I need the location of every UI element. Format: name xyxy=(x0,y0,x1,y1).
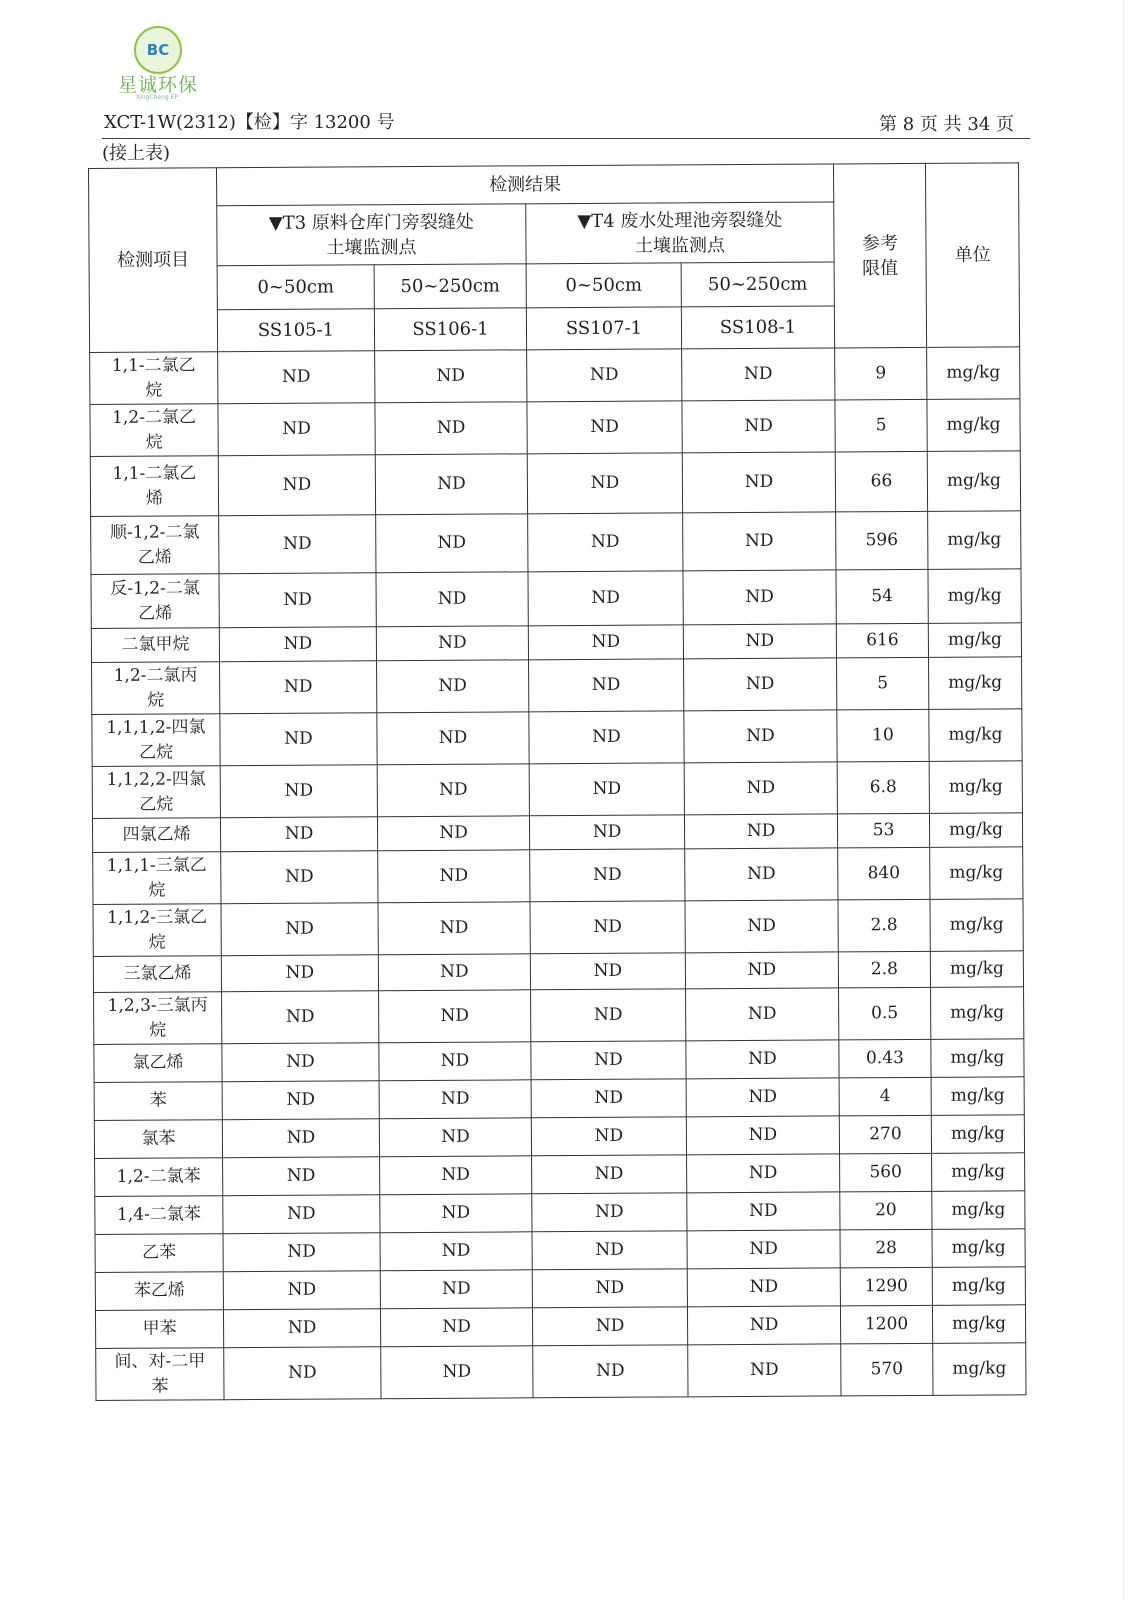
table-row xyxy=(96,1343,1026,1401)
value-cell: ND xyxy=(376,626,528,661)
value-cell: ND xyxy=(533,1345,688,1398)
value-cell: ND xyxy=(528,513,683,572)
limit-cell: 5 xyxy=(835,399,927,452)
unit-cell: mg/kg xyxy=(932,1305,1025,1344)
logo-text: 星诚环保 xyxy=(118,74,199,96)
unit-cell: mg/kg xyxy=(932,1267,1025,1306)
results-table xyxy=(88,162,1027,1401)
margin-mark xyxy=(1123,0,1124,1600)
value-cell: ND xyxy=(527,401,682,454)
value-cell: ND xyxy=(375,350,527,403)
limit-cell: 28 xyxy=(840,1229,932,1268)
header-limit-line: 限值 xyxy=(862,257,899,279)
value-cell: ND xyxy=(528,625,683,660)
value-cell: ND xyxy=(219,627,376,662)
item-cell xyxy=(91,628,219,663)
value-cell: ND xyxy=(687,1230,840,1269)
value-cell: ND xyxy=(532,1307,687,1346)
value-cell: ND xyxy=(532,1269,687,1308)
value-cell: ND xyxy=(529,763,684,816)
value-cell: ND xyxy=(531,1117,686,1156)
header-unit: 单位 xyxy=(925,163,1019,348)
value-cell: ND xyxy=(529,659,684,712)
item-cell xyxy=(91,574,219,629)
item-cell xyxy=(92,766,220,819)
value-cell: ND xyxy=(682,400,835,453)
value-cell: ND xyxy=(380,1156,532,1195)
item-line: 烯 xyxy=(145,488,164,509)
item-cell xyxy=(95,1310,223,1349)
item-line: 烷 xyxy=(145,432,163,453)
value-cell: ND xyxy=(529,711,684,764)
table-row xyxy=(93,951,1023,993)
value-cell: ND xyxy=(686,1116,839,1155)
item-line: 1,1,2-三氯乙 xyxy=(107,906,208,928)
value-cell: ND xyxy=(375,454,527,515)
limit-cell: 0.43 xyxy=(839,1039,931,1078)
limit-cell: 2.8 xyxy=(838,899,930,952)
limit-cell: 9 xyxy=(835,347,927,400)
item-line: 1,1,1,2-四氯 xyxy=(106,716,206,738)
unit-cell: mg/kg xyxy=(931,1115,1024,1154)
item-cell xyxy=(95,1158,223,1197)
value-cell: ND xyxy=(376,572,528,627)
table-row xyxy=(93,847,1023,905)
table-row xyxy=(95,1191,1025,1235)
unit-cell: mg/kg xyxy=(929,813,1022,848)
table-row xyxy=(94,1077,1024,1121)
unit-cell: mg/kg xyxy=(930,847,1023,900)
unit-cell: mg/kg xyxy=(932,1191,1025,1230)
item-line: 苯 xyxy=(149,1090,167,1111)
value-cell: ND xyxy=(376,514,528,573)
depth-cell: 0~50cm xyxy=(526,263,681,308)
value-cell: ND xyxy=(377,712,529,765)
item-line: 乙烯 xyxy=(138,602,173,624)
value-cell: ND xyxy=(380,1308,532,1347)
value-cell: ND xyxy=(219,573,376,628)
item-line: 烷 xyxy=(149,1020,167,1041)
company-logo xyxy=(116,26,206,102)
value-cell: ND xyxy=(684,814,837,849)
value-cell: ND xyxy=(223,1233,380,1272)
value-cell: ND xyxy=(686,1040,839,1079)
value-cell: ND xyxy=(218,455,375,516)
table-row xyxy=(95,1305,1025,1349)
value-cell: ND xyxy=(687,1268,840,1307)
unit-cell: mg/kg xyxy=(931,1039,1024,1078)
value-cell: ND xyxy=(380,1270,532,1309)
value-cell: ND xyxy=(379,990,531,1043)
table-row xyxy=(92,813,1022,853)
limit-cell: 53 xyxy=(837,813,929,848)
unit-cell: mg/kg xyxy=(929,657,1022,710)
value-cell: ND xyxy=(218,403,375,456)
value-cell: ND xyxy=(377,764,529,817)
item-cell xyxy=(95,1234,223,1273)
value-cell: ND xyxy=(222,1081,379,1120)
value-cell: ND xyxy=(683,624,836,659)
limit-cell: 54 xyxy=(836,569,928,624)
item-line: 1,2-二氯乙 xyxy=(112,406,196,428)
table-row xyxy=(91,511,1021,575)
value-cell: ND xyxy=(686,1078,839,1117)
unit-cell: mg/kg xyxy=(927,451,1020,512)
item-cell xyxy=(95,1196,223,1235)
value-cell: ND xyxy=(377,660,529,713)
item-line: 烷 xyxy=(147,690,165,711)
table-row xyxy=(91,569,1021,629)
value-cell: ND xyxy=(682,452,835,513)
header-limit xyxy=(833,163,926,348)
table-row xyxy=(94,1039,1024,1083)
item-line: 烷 xyxy=(145,380,163,401)
unit-cell: mg/kg xyxy=(927,399,1020,452)
results-body xyxy=(90,347,1026,1401)
item-line: 1,2,3-三氯丙 xyxy=(107,994,208,1016)
limit-cell: 560 xyxy=(840,1153,932,1192)
value-cell: ND xyxy=(378,902,530,955)
item-cell xyxy=(96,1348,224,1401)
item-cell xyxy=(91,516,219,575)
unit-cell: mg/kg xyxy=(928,511,1021,570)
item-cell xyxy=(94,1044,222,1083)
value-cell: ND xyxy=(531,1041,686,1080)
continued-label: (接上表) xyxy=(102,143,171,164)
value-cell: ND xyxy=(218,351,375,404)
page-info: 第 8 页 共 34 页 xyxy=(879,114,1014,135)
limit-cell: 2.8 xyxy=(838,951,930,988)
limit-cell: 20 xyxy=(840,1191,932,1230)
unit-cell: mg/kg xyxy=(927,347,1020,400)
unit-cell: mg/kg xyxy=(929,709,1022,762)
value-cell: ND xyxy=(532,1155,687,1194)
value-cell: ND xyxy=(530,849,685,902)
item-cell xyxy=(93,904,221,957)
value-cell: ND xyxy=(531,989,686,1042)
limit-cell: 616 xyxy=(836,623,928,658)
item-cell xyxy=(95,1272,223,1311)
item-line: 1,1,2,2-四氯 xyxy=(106,768,206,790)
value-cell: ND xyxy=(379,1042,531,1081)
unit-cell: mg/kg xyxy=(932,1153,1025,1192)
header-site-t3 xyxy=(217,204,526,266)
value-cell: ND xyxy=(683,570,836,625)
value-cell: ND xyxy=(684,658,837,711)
limit-cell: 270 xyxy=(839,1115,931,1154)
unit-cell: mg/kg xyxy=(929,761,1022,814)
value-cell: ND xyxy=(379,1118,531,1157)
header-site-t4 xyxy=(526,202,834,264)
value-cell: ND xyxy=(685,952,838,989)
header-rule xyxy=(102,138,1030,139)
depth-cell: 50~250cm xyxy=(374,264,526,309)
item-line: 1,1,1-三氯乙 xyxy=(106,854,207,876)
value-cell: ND xyxy=(378,850,530,903)
limit-cell: 10 xyxy=(837,709,929,762)
table-row xyxy=(92,761,1022,819)
value-cell: ND xyxy=(380,1232,532,1271)
table-row xyxy=(95,1267,1025,1311)
value-cell: ND xyxy=(222,991,379,1044)
item-cell xyxy=(93,956,221,993)
value-cell: ND xyxy=(381,1346,533,1399)
item-line: 苯乙烯 xyxy=(133,1280,185,1301)
item-line: 乙烷 xyxy=(139,793,174,815)
item-line: 三氯乙烯 xyxy=(123,963,192,984)
item-line: 二氯甲烷 xyxy=(121,634,190,655)
value-cell: ND xyxy=(527,453,682,514)
item-line: 1,1-二氯乙 xyxy=(111,354,196,376)
item-line: 间、对-二甲 xyxy=(114,1350,206,1372)
value-cell: ND xyxy=(684,762,837,815)
table-row xyxy=(94,987,1024,1045)
item-line: 乙苯 xyxy=(142,1242,177,1263)
site-line: 土壤监测点 xyxy=(634,234,726,257)
value-cell: ND xyxy=(532,1193,687,1232)
item-line: 甲苯 xyxy=(142,1318,177,1339)
item-line: 氯乙烯 xyxy=(132,1052,184,1073)
site-line: ▼T4 废水处理池旁裂缝处 xyxy=(577,209,783,232)
table-row xyxy=(90,399,1020,457)
item-line: 顺-1,2-二氯 xyxy=(109,521,200,543)
value-cell: ND xyxy=(223,1157,380,1196)
sample-id-cell: SS107-1 xyxy=(526,307,681,350)
table-row xyxy=(92,709,1022,767)
value-cell: ND xyxy=(221,903,378,956)
table-row xyxy=(94,1115,1024,1159)
value-cell: ND xyxy=(682,348,835,401)
item-cell xyxy=(90,456,218,517)
unit-cell: mg/kg xyxy=(931,987,1024,1040)
limit-cell: 4 xyxy=(839,1077,931,1116)
item-cell xyxy=(94,1082,222,1121)
depth-cell: 0~50cm xyxy=(217,265,374,310)
value-cell: ND xyxy=(378,954,530,991)
value-cell: ND xyxy=(528,571,683,626)
sample-id-cell: SS108-1 xyxy=(681,306,834,349)
unit-cell: mg/kg xyxy=(928,569,1021,624)
value-cell: ND xyxy=(529,815,684,850)
value-cell: ND xyxy=(532,1231,687,1270)
value-cell: ND xyxy=(530,953,685,990)
value-cell: ND xyxy=(222,1043,379,1082)
item-cell xyxy=(93,852,221,905)
value-cell: ND xyxy=(688,1344,841,1397)
limit-cell: 570 xyxy=(841,1343,933,1396)
value-cell: ND xyxy=(377,816,529,851)
value-cell: ND xyxy=(530,901,685,954)
item-line: 1,4-二氯苯 xyxy=(116,1204,201,1225)
item-line: 四氯乙烯 xyxy=(122,824,191,845)
table-row xyxy=(91,623,1021,663)
value-cell: ND xyxy=(223,1309,380,1348)
value-cell: ND xyxy=(379,1080,531,1119)
value-cell: ND xyxy=(375,402,527,455)
unit-cell: mg/kg xyxy=(930,951,1023,988)
value-cell: ND xyxy=(685,900,838,953)
limit-cell: 0.5 xyxy=(839,987,931,1040)
limit-cell: 66 xyxy=(835,451,927,512)
item-line: 1,1-二氯乙 xyxy=(112,462,197,484)
site-line: 土壤监测点 xyxy=(326,236,417,259)
value-cell: ND xyxy=(380,1194,532,1233)
item-line: 1,2-二氯苯 xyxy=(116,1166,201,1187)
value-cell: ND xyxy=(220,817,377,852)
value-cell: ND xyxy=(687,1306,840,1345)
value-cell: ND xyxy=(220,765,377,818)
unit-cell: mg/kg xyxy=(933,1343,1026,1396)
value-cell: ND xyxy=(221,851,378,904)
value-cell: ND xyxy=(224,1347,381,1400)
header-item: 检测项目 xyxy=(89,168,218,353)
value-cell: ND xyxy=(531,1079,686,1118)
header-limit-line: 参考 xyxy=(861,232,899,254)
table-row xyxy=(93,899,1023,957)
value-cell: ND xyxy=(686,988,839,1041)
value-cell: ND xyxy=(223,1271,380,1310)
table-row xyxy=(90,451,1020,517)
item-line: 烷 xyxy=(148,880,166,901)
item-line: 苯 xyxy=(151,1376,169,1397)
table-row xyxy=(90,347,1020,405)
logo-subtext: XingCheng EP xyxy=(136,94,178,101)
report-number: XCT-1W(2312)【检】字 13200 号 xyxy=(104,112,395,133)
item-line: 氯苯 xyxy=(141,1128,176,1149)
header-results: 检测结果 xyxy=(217,164,834,206)
item-line: 1,2-二氯丙 xyxy=(113,664,198,686)
value-cell: ND xyxy=(683,512,836,571)
item-line: 乙烷 xyxy=(139,741,174,763)
unit-cell: mg/kg xyxy=(928,623,1021,658)
item-cell xyxy=(90,404,218,457)
item-line: 乙烯 xyxy=(137,546,172,568)
depth-cell: 50~250cm xyxy=(681,262,834,307)
limit-cell: 596 xyxy=(836,511,928,570)
item-cell xyxy=(92,714,220,767)
value-cell: ND xyxy=(685,848,838,901)
unit-cell: mg/kg xyxy=(932,1229,1025,1268)
item-line: 反-1,2-二氯 xyxy=(110,577,200,599)
item-cell xyxy=(94,992,222,1045)
value-cell: ND xyxy=(219,515,376,574)
item-cell xyxy=(92,818,220,853)
item-cell xyxy=(90,352,218,405)
value-cell: ND xyxy=(687,1192,840,1231)
value-cell: ND xyxy=(684,710,837,763)
item-line: 烷 xyxy=(148,932,166,953)
table-row xyxy=(95,1153,1025,1197)
value-cell: ND xyxy=(527,349,682,402)
sample-id-cell: SS105-1 xyxy=(217,309,374,352)
table-row xyxy=(95,1229,1025,1273)
limit-cell: 6.8 xyxy=(837,761,929,814)
sample-id-cell: SS106-1 xyxy=(374,308,526,351)
site-line: ▼T3 原料仓库门旁裂缝处 xyxy=(268,211,474,234)
logo-mark-text: BC xyxy=(146,41,170,59)
value-cell: ND xyxy=(222,1119,379,1158)
logo-mark xyxy=(134,26,182,74)
item-cell xyxy=(94,1120,222,1159)
unit-cell: mg/kg xyxy=(931,1077,1024,1116)
limit-cell: 1290 xyxy=(840,1267,932,1306)
table-row xyxy=(92,657,1022,715)
limit-cell: 5 xyxy=(837,657,929,710)
limit-cell: 840 xyxy=(838,847,930,900)
value-cell: ND xyxy=(220,661,377,714)
value-cell: ND xyxy=(220,713,377,766)
unit-cell: mg/kg xyxy=(930,899,1023,952)
limit-cell: 1200 xyxy=(840,1305,932,1344)
item-cell xyxy=(92,662,220,715)
value-cell: ND xyxy=(223,1195,380,1234)
value-cell: ND xyxy=(221,955,378,992)
value-cell: ND xyxy=(687,1154,840,1193)
